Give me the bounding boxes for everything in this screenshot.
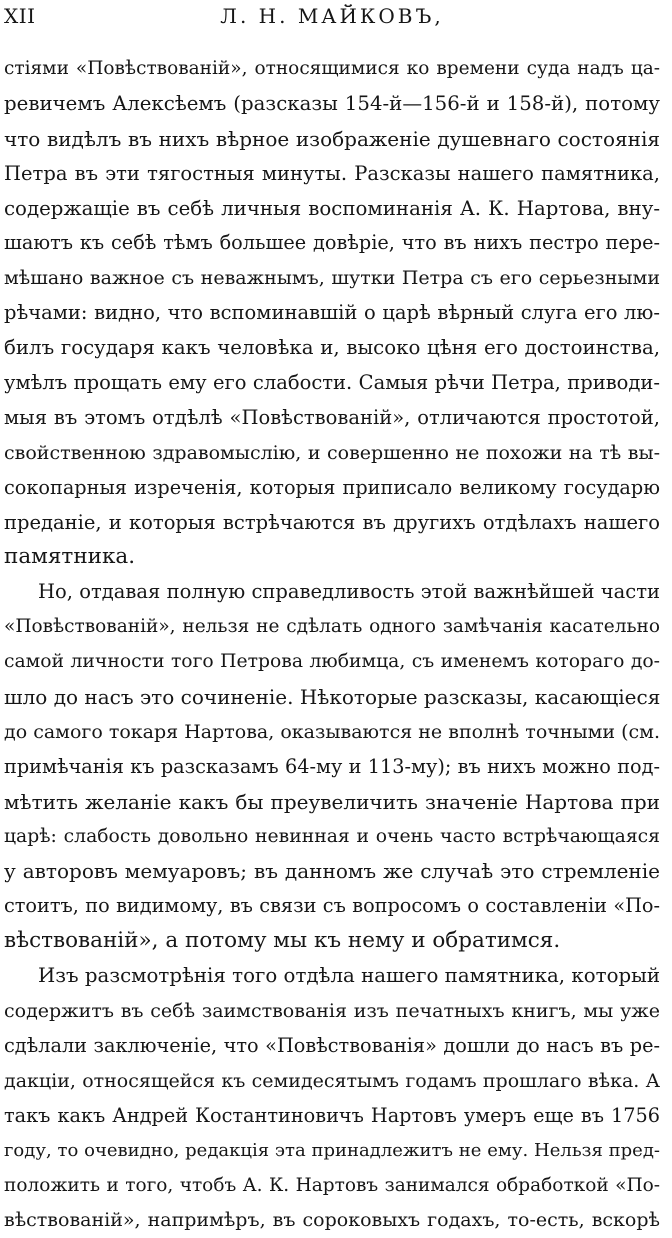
text-line: у авторовъ мемуаровъ; въ данномъ же случаѣ это стремленіе [4,859,660,884]
text-line: шло до насъ это сочиненіе. Нѣкоторые разсказы, касающіеся [4,685,660,710]
text-line: сокопарныя изреченія, которыя приписало великому государю [4,475,660,499]
text-line: «Повѣствованій», нельзя не сдѣлать одного замѣчанія касательно [4,616,660,638]
text-line: сдѣлали заключеніе, что «Повѣствованія» дошли до насъ въ ре- [4,1033,660,1057]
text-line: мѣшано важное съ неважнымъ, шутки Петра съ его серьезными [4,267,660,290]
text-line: году, то очевидно, редакція эта принадлежитъ не ему. Нельзя пред- [4,1139,660,1161]
text-line: умѣлъ прощать ему его слабости. Самыя рѣчи Петра, приводи- [4,371,660,395]
text-line: что видѣлъ въ нихъ вѣрное изображеніе душевнаго состоянія [4,126,660,151]
text-line: мѣтить желаніе какъ бы преувеличить значеніе Нартова при [4,789,660,814]
text-line: ревичемъ Алексѣемъ (разсказы 154-й—156-й и 158-й), потому [4,91,660,115]
text-line-paragraph-end: памятника. [4,544,136,570]
text-line: царѣ: слабость довольно невинная и очень часто встрѣчающаяся [4,825,660,847]
page-number: XII [4,4,36,28]
text-line: примѣчанія къ разсказамъ 64-му и 113-му); въ нихъ можно под- [4,754,660,778]
text-line: мыя въ этомъ отдѣлѣ «Повѣствованій», отличаются простотой, [4,405,660,429]
text-line: стоитъ, по видимому, въ связи съ вопросомъ о составленіи «По- [4,894,660,918]
text-line: дакціи, относящейся къ семидесятымъ годамъ прошлаго вѣка. А [4,1069,660,1092]
text-line: содержитъ въ себѣ заимствованія изъ печатныхъ книгъ, мы уже [4,1000,660,1023]
text-line-paragraph-end: вѣствованій», а потому мы къ нему и обратимся. [4,928,561,954]
text-line: стіями «Повѣствованій», относящимися ко времени суда надъ ца- [4,58,660,79]
text-line: Петра въ эти тягостныя минуты. Разсказы нашего памятника, [4,161,660,185]
text-line: положить и того, чтобъ А. К. Нартовъ занимался обработкой «По- [4,1174,660,1196]
text-line: самой личности того Петрова любимца, съ именемъ котораго до- [4,651,660,673]
text-line-paragraph-start: Но, отдавая полную справедливость этой важнѣйшей части [38,580,660,604]
text-line: преданіе, и которыя встрѣчаются въ другихъ отдѣлахъ нашего [4,510,660,534]
text-line-paragraph-start: Изъ разсмотрѣнія того отдѣла нашего памятника, который [38,964,660,988]
text-line: вѣствованій», напримѣръ, въ сороковыхъ годахъ, то-есть, вскорѣ [4,1209,660,1232]
text-line: рѣчами: видно, что вспоминавшій о царѣ вѣрный слуга его лю- [4,301,660,325]
text-line: такъ какъ Андрей Костантиновичъ Нартовъ умеръ еще въ 1756 [4,1103,660,1127]
text-line: шаютъ къ себѣ тѣмъ большее довѣріе, что въ нихъ пестро пере- [4,231,660,255]
text-line: содержащіе въ себѣ личныя воспоминанія А. К. Нартова, вну- [4,196,660,220]
body-text [4,52,660,1238]
text-line: билъ государя какъ человѣка и, высоко цѣня его достоинства, [4,336,660,360]
text-line: до самого токаря Нартова, оказываются не вполнѣ точными (см. [4,720,660,743]
running-head [0,4,664,34]
text-line: свойственною здравомыслію, и совершенно не похожи на тѣ вы- [4,441,660,464]
running-head-title: Л. Н. МАЙКОВЪ, [220,4,444,28]
